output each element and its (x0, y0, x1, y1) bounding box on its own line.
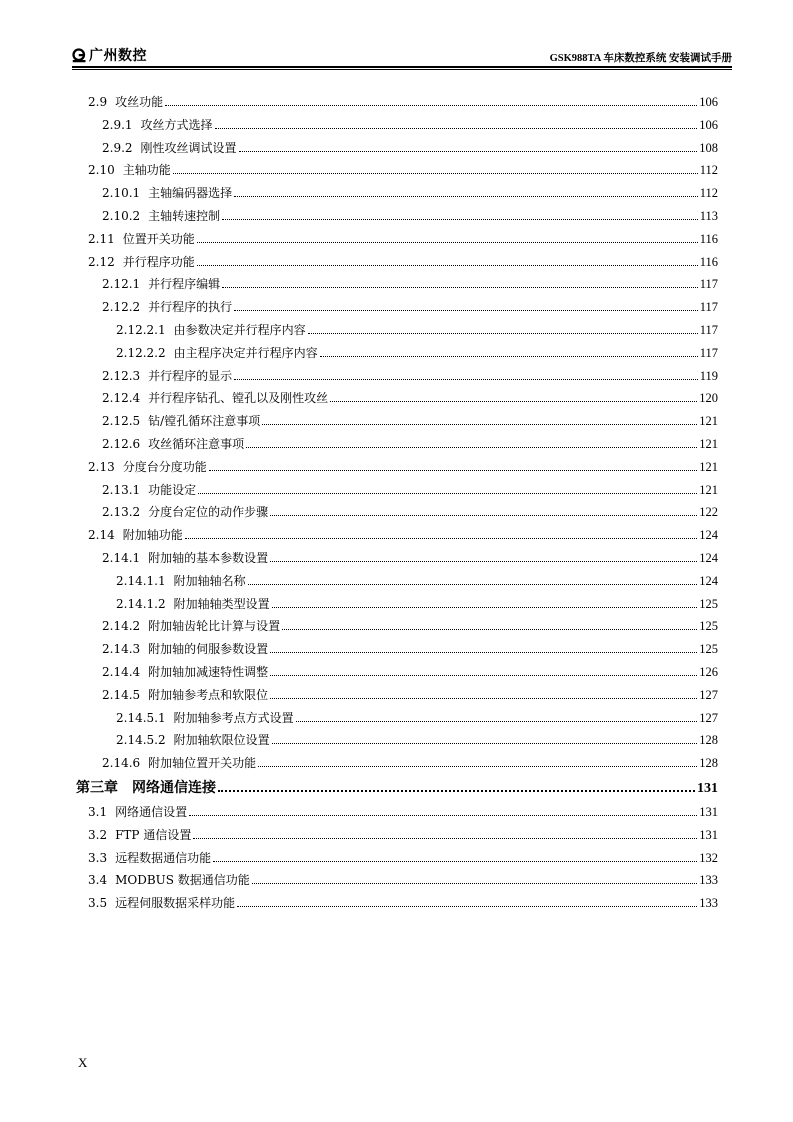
toc-leader-dots (222, 219, 698, 220)
toc-entry-page: 128 (699, 733, 718, 748)
toc-entry-number: 2.13.2 (102, 505, 141, 520)
toc-entry-number: 2.9.2 (102, 140, 133, 155)
toc-entry-page: 121 (699, 459, 718, 474)
toc-entry[interactable] (72, 503, 718, 526)
toc-entry-title: 附加轴加减速特性调整 (148, 664, 269, 679)
toc-entry-number: 3.5 (88, 896, 108, 911)
toc-entry-page: 117 (699, 345, 718, 360)
toc-entry[interactable] (72, 595, 718, 618)
toc-entry[interactable] (72, 253, 718, 276)
toc-entry-title: 附加轴位置开关功能 (148, 756, 257, 771)
toc-leader-dots (234, 196, 698, 197)
toc-entry-title: 并行程序钻孔、镗孔以及刚性攻丝 (148, 391, 329, 406)
toc-entry-number: 2.12.2.1 (116, 322, 166, 337)
header-rule-thin (72, 69, 732, 70)
toc-entry-number: 3.4 (88, 873, 108, 888)
toc-entry-number: 2.14.6 (102, 756, 141, 771)
toc-entry[interactable] (72, 116, 718, 139)
toc-entry-title: 远程伺服数据采样功能 (115, 896, 236, 911)
toc-entry-title: 刚性攻丝调试设置 (140, 140, 237, 155)
toc-leader-dots (320, 356, 698, 357)
toc-entry-title: 由主程序决定并行程序内容 (173, 345, 318, 360)
toc-entry-page: 125 (699, 619, 718, 634)
toc-leader-dots (198, 493, 697, 494)
toc-entry-title: 主轴转速控制 (148, 208, 221, 223)
toc-leader-dots (330, 401, 697, 402)
toc-entry-page: 127 (699, 710, 718, 725)
toc-leader-dots (258, 766, 697, 767)
toc-entry-title: 附加轴轴类型设置 (173, 596, 270, 611)
toc-leader-dots (189, 815, 697, 816)
toc-entry-number: 2.12.5 (102, 414, 141, 429)
toc-entry-number: 2.9.1 (102, 117, 133, 132)
toc-entry[interactable] (72, 849, 718, 872)
gsk-logo-icon (72, 48, 87, 63)
toc-leader-dots (173, 173, 698, 174)
toc-entry-title: 附加轴参考点和软限位 (148, 687, 269, 702)
toc-entry-page: 133 (699, 873, 718, 888)
toc-leader-dots (272, 743, 698, 744)
toc-entry-title: 附加轴的伺服参数设置 (148, 642, 269, 657)
toc-entry[interactable] (72, 344, 718, 367)
toc-entry-page: 106 (699, 117, 718, 132)
toc-leader-dots (270, 652, 697, 653)
toc-entry-number: 2.12 (88, 254, 115, 269)
toc-entry[interactable] (72, 663, 718, 686)
toc-chapter-entry[interactable] (72, 777, 718, 803)
toc-entry-page: 131 (697, 780, 718, 796)
toc-entry[interactable] (72, 412, 718, 435)
toc-leader-dots (213, 861, 697, 862)
toc-entry-number: 2.11 (88, 231, 115, 246)
toc-entry-page: 116 (699, 231, 718, 246)
toc-entry-title: 并行程序编辑 (148, 277, 221, 292)
toc-entry-number: 2.12.1 (102, 277, 141, 292)
toc-entry-title: 附加轴轴名称 (173, 573, 246, 588)
toc-entry-page: 113 (699, 208, 718, 223)
toc-entry-number: 2.13 (88, 459, 115, 474)
toc-entry-number: 3.2 (88, 827, 108, 842)
toc-entry-number: 2.12.2 (102, 300, 141, 315)
toc-entry[interactable] (72, 686, 718, 709)
toc-entry[interactable] (72, 93, 718, 116)
toc-entry-page: 112 (699, 163, 718, 178)
toc-entry-page: 112 (699, 186, 718, 201)
toc-entry-number: 3.1 (88, 804, 108, 819)
toc-entry-number: 2.14.1 (102, 550, 141, 565)
toc-entry-title: 附加轴功能 (122, 528, 183, 543)
toc-entry-page: 131 (699, 804, 718, 819)
toc-entry-page: 106 (699, 95, 718, 109)
toc-entry-number: 2.12.2.2 (116, 345, 166, 360)
toc-entry-page: 133 (699, 896, 718, 911)
toc-entry-title: 远程数据通信功能 (115, 850, 212, 865)
toc-entry-title: 并行程序的显示 (148, 368, 233, 383)
toc-entry-number: 2.14.1.2 (116, 596, 166, 611)
toc-entry-title: 附加轴的基本参数设置 (148, 550, 269, 565)
toc-entry-title: 位置开关功能 (122, 231, 195, 246)
toc-entry[interactable] (72, 184, 718, 207)
toc-entry[interactable] (72, 389, 718, 412)
toc-entry-page: 120 (699, 391, 718, 406)
toc-entry[interactable] (72, 321, 718, 344)
toc-entry-title: 并行程序的执行 (148, 300, 233, 315)
toc-entry[interactable] (72, 803, 718, 826)
toc-entry-page: 121 (699, 414, 718, 429)
toc-entry-title: 攻丝功能 (115, 95, 164, 109)
toc-entry-number: 2.14 (88, 528, 115, 543)
toc-entry-page: 117 (699, 300, 718, 315)
toc-entry-title: 功能设定 (148, 482, 197, 497)
toc-entry-page: 119 (699, 368, 718, 383)
toc-entry-page: 122 (699, 505, 718, 520)
toc-entry-page: 108 (699, 140, 718, 155)
brand-logo (72, 45, 147, 65)
toc-entry-number: 2.9 (88, 95, 108, 109)
toc-entry-number: 2.14.3 (102, 642, 141, 657)
toc-entry-page: 117 (699, 322, 718, 337)
toc-entry-title: FTP 通信设置 (115, 827, 192, 842)
toc-entry-page: 131 (699, 827, 718, 842)
toc-entry-title: 附加轴参考点方式设置 (173, 710, 294, 725)
toc-leader-dots (246, 447, 697, 448)
toc-entry[interactable] (72, 207, 718, 230)
toc-entry-number: 2.12.3 (102, 368, 141, 383)
toc-leader-dots (185, 538, 698, 539)
toc-entry[interactable] (72, 230, 718, 253)
toc-leader-dots (282, 629, 697, 630)
toc-entry[interactable] (72, 458, 718, 481)
toc-leader-dots (239, 151, 698, 152)
toc-entry-title: MODBUS 数据通信功能 (115, 873, 250, 888)
toc-leader-dots (222, 287, 698, 288)
toc-leader-dots (215, 128, 698, 129)
toc-entry[interactable] (72, 640, 718, 663)
toc-leader-dots (272, 607, 698, 608)
toc-entry-title: 由参数决定并行程序内容 (173, 322, 306, 337)
toc-entry-number: 2.10.2 (102, 208, 141, 223)
page-header (72, 44, 732, 68)
toc-entry-number: 2.14.4 (102, 664, 141, 679)
toc-entry-page: 124 (699, 528, 718, 543)
toc-entry[interactable] (72, 161, 718, 184)
toc-entry-title: 并行程序功能 (122, 254, 195, 269)
toc-entry-title: 分度台分度功能 (122, 459, 207, 474)
toc-entry-number: 2.14.5.1 (116, 710, 166, 725)
toc-entry-title: 网络通信设置 (115, 804, 188, 819)
toc-leader-dots (165, 105, 697, 106)
toc-entry[interactable] (72, 731, 718, 754)
toc-leader-dots (193, 838, 697, 839)
toc-entry-title: 攻丝方式选择 (140, 117, 213, 132)
toc-entry-number: 2.13.1 (102, 482, 141, 497)
toc-entry-title: 钻/镗孔循环注意事项 (148, 414, 261, 429)
document-title: GSK988TA 车床数控系统 安装调试手册 (549, 53, 732, 64)
toc-entry[interactable] (72, 572, 718, 595)
toc-entry-number: 2.10.1 (102, 186, 141, 201)
header-rule-thick (72, 66, 732, 68)
toc-entry-page: 121 (699, 482, 718, 497)
toc-entry[interactable] (72, 139, 718, 162)
toc-entry[interactable] (72, 617, 718, 640)
toc-entry-number: 2.14.2 (102, 619, 141, 634)
toc-entry-title: 主轴功能 (122, 163, 171, 178)
toc-entry[interactable] (72, 871, 718, 894)
toc-entry[interactable] (72, 367, 718, 390)
toc-entry[interactable] (72, 298, 718, 321)
toc-entry[interactable] (72, 826, 718, 849)
toc-leader-dots (270, 675, 697, 676)
toc-entry-title: 攻丝循环注意事项 (148, 436, 245, 451)
toc-entry[interactable] (72, 481, 718, 504)
toc-entry-page: 124 (699, 573, 718, 588)
brand-name: 广州数控 (89, 48, 147, 64)
toc-entry-page: 125 (699, 596, 718, 611)
toc-leader-dots (252, 883, 697, 884)
toc-leader-dots (197, 242, 698, 243)
toc-leader-dots (262, 424, 697, 425)
toc-entry[interactable] (72, 754, 718, 777)
toc-entry-title: 附加轴齿轮比计算与设置 (148, 619, 281, 634)
toc-entry-number: 2.12.6 (102, 436, 141, 451)
toc-entry-page: 116 (699, 254, 718, 269)
page-number: X (78, 1055, 88, 1070)
toc-entry-title: 主轴编码器选择 (148, 186, 233, 201)
toc-entry[interactable] (72, 526, 718, 549)
toc-entry[interactable] (72, 275, 718, 298)
toc-leader-dots (209, 470, 698, 471)
toc-entry-page: 132 (699, 850, 718, 865)
toc-entry-page: 126 (699, 664, 718, 679)
toc-leader-dots (308, 333, 698, 334)
toc-entry-number: 2.12.4 (102, 391, 141, 406)
toc-entry-page: 117 (699, 277, 718, 292)
toc-leader-dots (197, 265, 698, 266)
toc-entry-page: 128 (699, 756, 718, 771)
toc-entry-number: 2.10 (88, 163, 115, 178)
toc-entry[interactable] (72, 709, 718, 732)
table-of-contents (72, 93, 718, 917)
toc-leader-dots (248, 584, 698, 585)
toc-leader-dots (234, 379, 698, 380)
toc-leader-dots (296, 721, 698, 722)
toc-entry-title: 附加轴软限位设置 (173, 733, 270, 748)
toc-entry-page: 124 (699, 550, 718, 565)
toc-entry-number: 3.3 (88, 850, 108, 865)
toc-entry[interactable] (72, 894, 718, 917)
toc-leader-dots (270, 515, 697, 516)
toc-leader-dots (270, 561, 697, 562)
toc-entry-number: 第三章 (76, 779, 118, 796)
toc-entry-number: 2.14.1.1 (116, 573, 166, 588)
toc-leader-dots (270, 698, 697, 699)
toc-entry-page: 121 (699, 436, 718, 451)
toc-entry-number: 2.14.5 (102, 687, 141, 702)
toc-entry[interactable] (72, 549, 718, 572)
toc-leader-dots (234, 310, 698, 311)
toc-leader-dots (237, 906, 697, 907)
toc-entry-page: 127 (699, 687, 718, 702)
toc-entry-page: 125 (699, 642, 718, 657)
toc-entry-title: 分度台定位的动作步骤 (148, 505, 269, 520)
toc-entry-number: 2.14.5.2 (116, 733, 166, 748)
toc-entry-title: 网络通信连接 (132, 779, 216, 796)
toc-entry[interactable] (72, 435, 718, 458)
toc-leader-dots (218, 790, 695, 792)
